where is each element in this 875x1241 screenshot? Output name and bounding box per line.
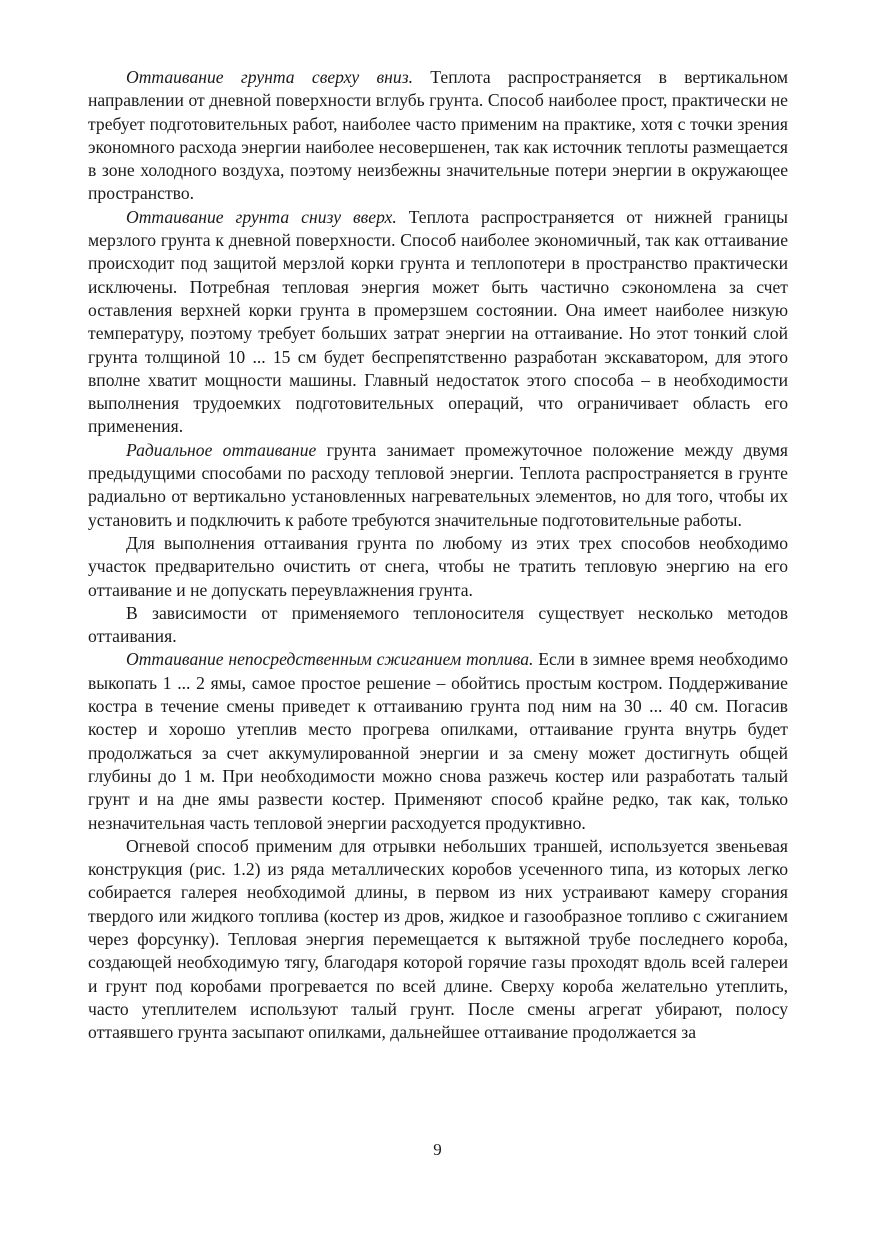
paragraph-text: Теплота распространяется от нижней границы мерзлого грунта к дневной поверхности. Способ наиболее экономичный, так как оттаивание происходит под защитой мерзлой корки грунта и теплопотери в пространство практически исключены. Потребная тепловая энергия может быть частично сэкономлена за счет оставления верхней корки грунта в промерзшем состоянии. Она имеет наиболее низкую температуру, поэтому требует больших затрат энергии на оттаивание. Но этот тонкий слой грунта толщиной 10 ... 15 см будет беспрепятственно разработан экскаватором, для этого вполне хватит мощности машины. Главный недостаток этого способа – в необходимости выполнения трудоемких подготовительных операций, что ограничивает область его применения. xyxy=(88,206,788,437)
paragraph-fire-method xyxy=(88,835,788,1045)
paragraph-lead: Оттаивание грунта снизу вверх. xyxy=(126,206,397,227)
paragraph-text: Для выполнения оттаивания грунта по любому из этих трех способов необходимо участок предварительно очистить от снега, чтобы не тратить тепловую энергию на его оттаивание и не допускать переувлажнения грунта. xyxy=(88,532,788,600)
paragraph-text: Огневой способ применим для отрывки небольших траншей, используется звеньевая конструкция (рис. 1.2) из ряда металлических коробов усеченного типа, из которых легко собирается галерея необходимой длины, в первом из них устраивают камеру сгорания твердого или жидкого топлива (костер из дров, жидкое и газообразное топливо с сжиганием через форсунку). Тепловая энергия перемещается к вытяжной трубе последнего короба, создающей необходимую тягу, благодаря которой горячие газы проходят вдоль всей галереи и грунт под коробами прогревается по всей длине. Сверху короба желательно утеплить, часто утеплителем используют талый грунт. После смены агрегат убирают, полосу оттаявшего грунта засыпают опилками, дальнейшее оттаивание продолжается за xyxy=(88,835,788,1043)
paragraph-methods-intro xyxy=(88,602,788,649)
paragraph-snow-clearing xyxy=(88,532,788,602)
paragraph-top-down xyxy=(88,66,788,206)
page-body xyxy=(88,66,788,1044)
paragraph-text: Если в зимнее время необходимо выкопать 1 ... 2 ямы, самое простое решение – обойтись простым костром. Поддерживание костра в течение смены приведет к оттаиванию грунта под ним на 30 ... 40 см. Погасив костер и хорошо утеплив место прогрева опилками, оттаивание грунта внутрь будет продолжаться за счет аккумулированной энергии и за смену может достигнуть общей глубины до 1 м. При необходимости можно снова разжечь костер или разработать талый грунт и на дне ямы развести костер. Применяют способ крайне редко, так как, только незначительная часть тепловой энергии расходуется продуктивно. xyxy=(88,649,788,833)
paragraph-bottom-up xyxy=(88,206,788,439)
paragraph-lead: Оттаивание непосредственным сжиганием топлива. xyxy=(126,649,534,670)
page-number: 9 xyxy=(433,1140,442,1159)
paragraph-fuel-burning xyxy=(88,648,788,834)
paragraph-radial xyxy=(88,439,788,532)
paragraph-lead: Радиальное оттаивание xyxy=(126,439,317,460)
paragraph-text: грунта занимает промежуточное положение между двумя предыдущими способами по расходу тепловой энергии. Теплота распространяется в грунте радиально от вертикально установленных нагревательных элементов, но для того, чтобы их установить и подключить к работе требуются значительные подготовительные работы. xyxy=(88,439,788,530)
paragraph-text: В зависимости от применяемого теплоносителя существует несколько методов оттаивания. xyxy=(88,602,788,647)
paragraph-lead: Оттаивание грунта сверху вниз. xyxy=(126,67,413,87)
paragraph-text: Теплота распространяется в вертикальном направлении от дневной поверхности вглубь грунта. Способ наиболее прост, практически не требует подготовительных работ, наиболее часто применим на практике, хотя с точки зрения экономного расхода энергии наиболее несовершенен, так как источник теплоты размещается в зоне холодного воздуха, поэтому неизбежны значительные потери энергии в окружающее пространство. xyxy=(88,67,788,204)
